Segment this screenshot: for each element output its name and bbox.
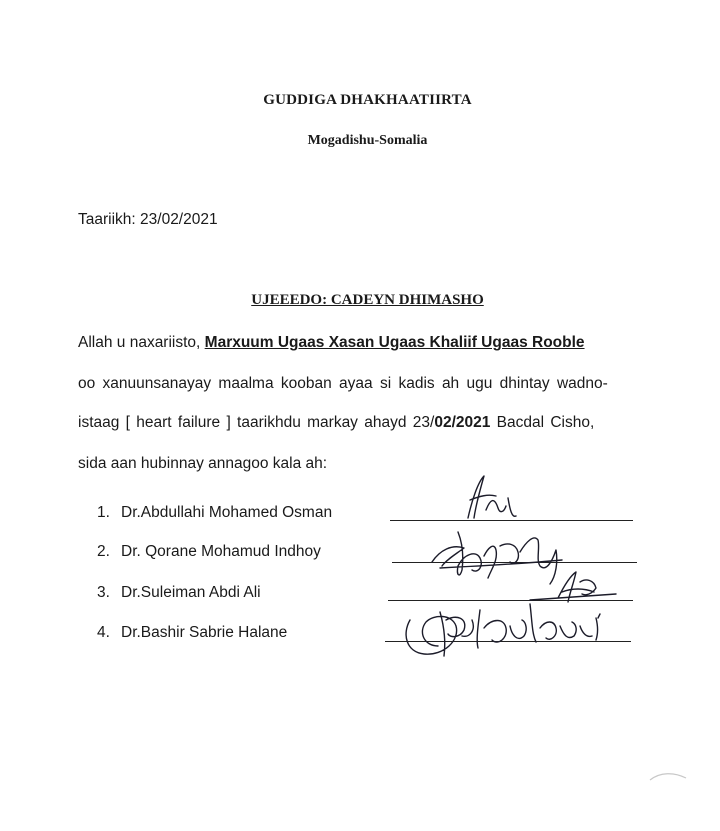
deceased-name: Marxuum Ugaas Xasan Ugaas Khaliif Ugaas Rooble	[204, 334, 585, 351]
body-line-1	[78, 334, 585, 352]
body-line-2: oo xanuunsanayay maalma kooban ayaa si kadis ah ugu dhintay wadno-	[78, 375, 608, 392]
doctor-number: 2.	[97, 543, 110, 560]
page-curl-mark	[648, 768, 688, 788]
doctor-name: Dr.Bashir Sabrie Halane	[121, 624, 288, 641]
date-line: Taariikh: 23/02/2021	[78, 211, 218, 228]
doctor-name: Dr. Qorane Mohamud Indhoy	[121, 543, 321, 560]
doctor-number: 3.	[97, 584, 110, 601]
doctor-list-item	[97, 624, 287, 642]
body-line-3-suffix: Bacdal Cisho,	[490, 414, 595, 431]
organization-heading: GUDDIGA DHAKHAATIIRTA	[263, 92, 472, 108]
doctor-number: 4.	[97, 624, 110, 641]
body-line-4: sida aan hubinnay annagoo kala ah:	[78, 455, 328, 472]
body-line-3	[78, 414, 594, 432]
doctor-name: Dr.Abdullahi Mohamed Osman	[121, 504, 333, 521]
body-line-3-prefix: istaag [ heart failure ] taarikhdu markay ahayd 23/	[78, 414, 435, 431]
doctor-list-item	[97, 543, 321, 561]
body-line-1-prefix: Allah u naxariisto,	[78, 334, 205, 351]
subject-line: UJEEEDO: CADEYN DHIMASHO	[251, 292, 484, 308]
handwritten-signatures	[380, 470, 640, 670]
body-line-3-date: 02/2021	[434, 414, 491, 431]
doctor-list-item	[97, 584, 261, 602]
doctor-list-item	[97, 504, 332, 522]
doctor-name: Dr.Suleiman Abdi Ali	[121, 584, 261, 601]
location-heading: Mogadishu-Somalia	[307, 133, 428, 148]
doctor-number: 1.	[97, 504, 110, 521]
